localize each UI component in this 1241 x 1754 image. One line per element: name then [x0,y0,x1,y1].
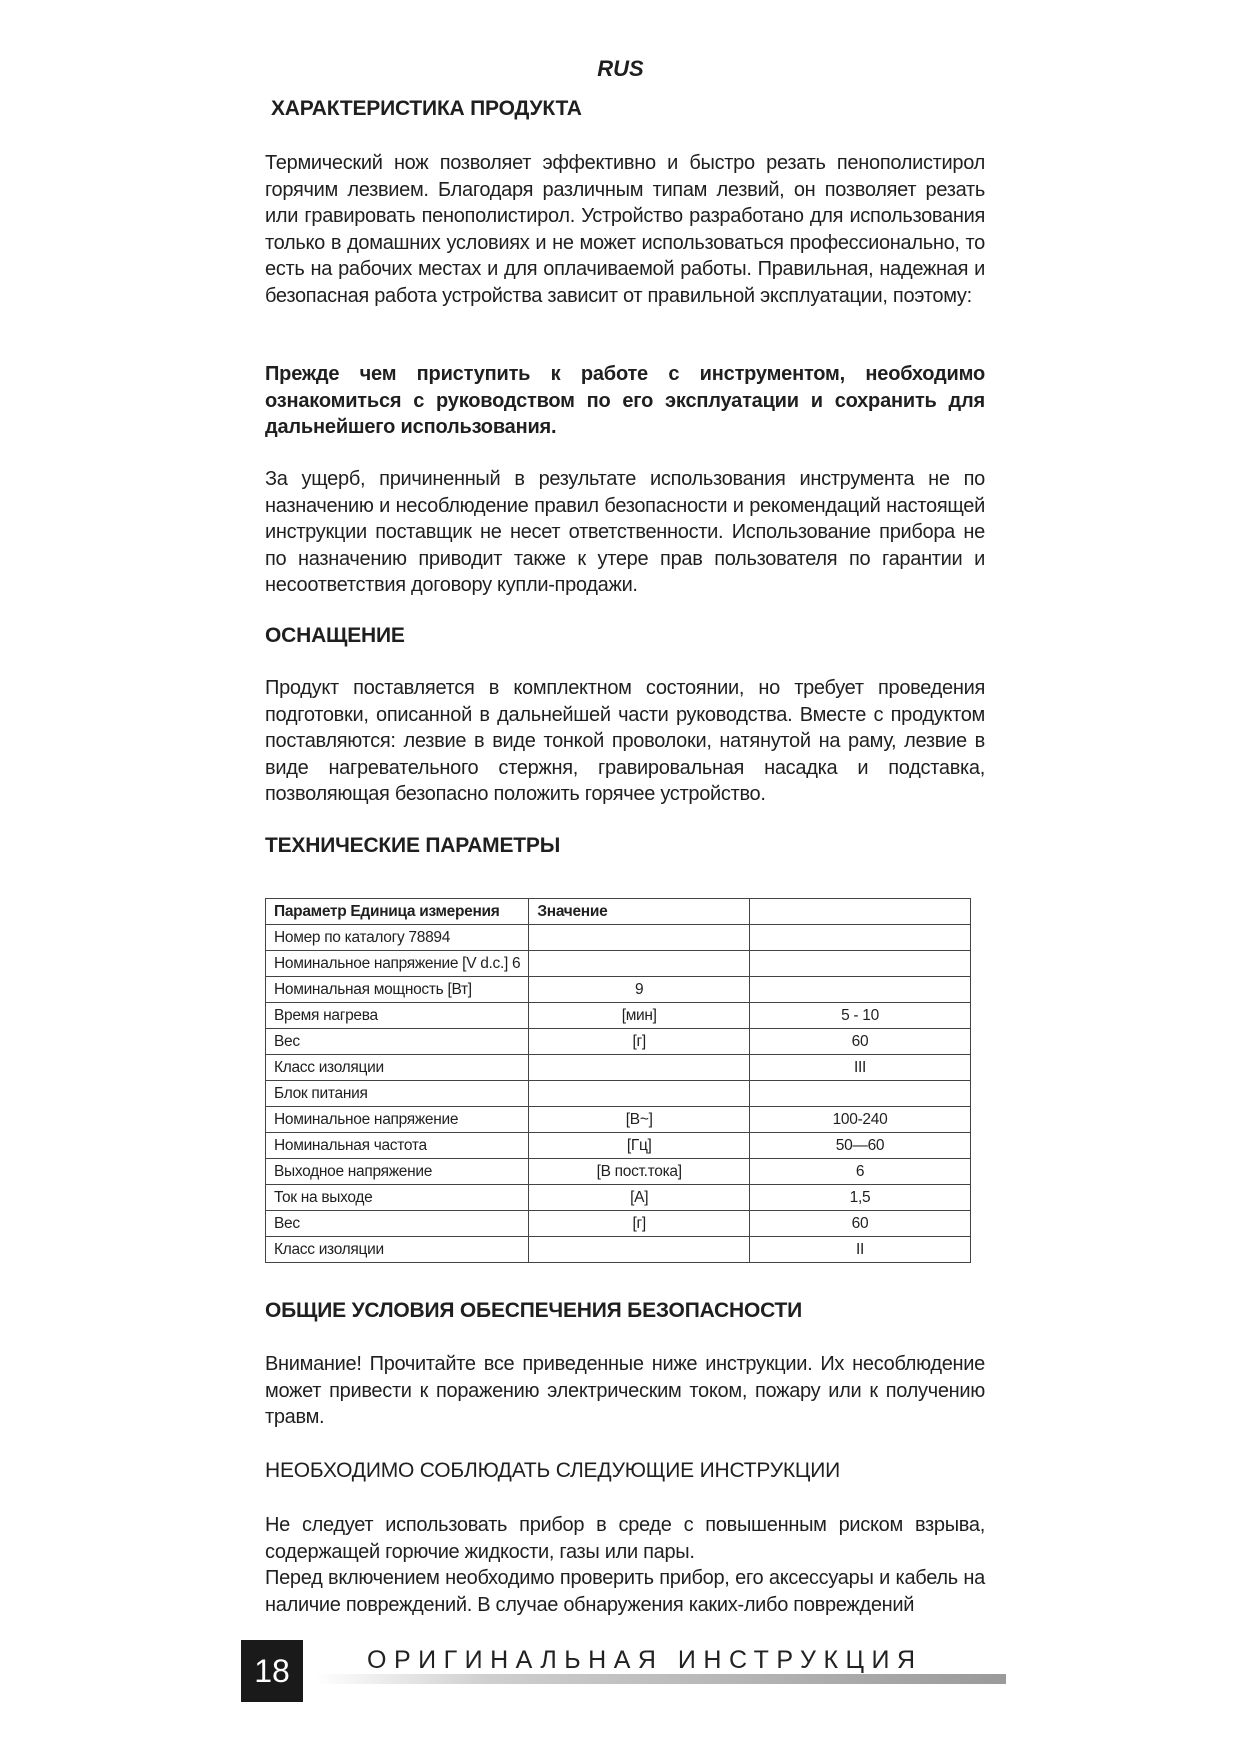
table-header-row [266,899,971,925]
table-row [266,1055,971,1081]
table-cell: [В~] [529,1107,750,1133]
page-number: 18 [241,1640,303,1702]
table-cell [529,1081,750,1107]
table-cell: Номинальная мощность [Вт] [266,977,529,1003]
table-cell: 6 [750,1159,971,1185]
warning-read-manual: Прежде чем приступить к работе с инструментом, необходимо ознакомиться с руководством по его эксплуатации и сохранить для дальнейшего использования. [265,363,985,438]
table-row [266,1081,971,1107]
table-cell: [г] [529,1029,750,1055]
table-row [266,977,971,1003]
table-cell: Номинальное напряжение [V d.c.] 6 [266,951,529,977]
table-cell [750,1081,971,1107]
table-cell: Номинальная частота [266,1133,529,1159]
section-title-equipment: ОСНАЩЕНИЕ [265,624,405,647]
table-cell: [В пост.тока] [529,1159,750,1185]
table-row [266,1185,971,1211]
table-row [266,1211,971,1237]
section-title-specs: ТЕХНИЧЕСКИЕ ПАРАМЕТРЫ [265,834,561,857]
language-code: RUS [597,56,644,81]
table-cell: Класс изоляции [266,1055,529,1081]
table-cell: 60 [750,1029,971,1055]
table-cell: 60 [750,1211,971,1237]
table-cell: Вес [266,1211,529,1237]
table-cell: Ток на выходе [266,1185,529,1211]
table-cell: 100-240 [750,1107,971,1133]
table-cell: Номинальное напряжение [266,1107,529,1133]
footer-gradient-rule [314,1674,1006,1684]
table-cell: 5 - 10 [750,1003,971,1029]
table-header-cell: Параметр Единица измерения [266,899,529,925]
table-cell [750,925,971,951]
safety-warning-paragraph: Внимание! Прочитайте все приведенные ниже инструкции. Их несоблюдение может привести к поражению электрическим током, пожару или к получению травм. [265,1353,985,1428]
table-cell [529,951,750,977]
table-cell [529,1237,750,1263]
table-cell [750,951,971,977]
table-row [266,951,971,977]
table-cell: 50—60 [750,1133,971,1159]
table-row [266,1003,971,1029]
table-row [266,1133,971,1159]
table-row [266,925,971,951]
table-row [266,1159,971,1185]
explosion-risk-paragraph: Не следует использовать прибор в среде с повышенным риском взрыва, содержащей горючие жидкости, газы или пары. [265,1514,985,1563]
table-header-cell [750,899,971,925]
table-cell: 1,5 [750,1185,971,1211]
table-cell [529,1055,750,1081]
table-cell: [г] [529,1211,750,1237]
table-cell: Номер по каталогу 78894 [266,925,529,951]
table-cell: Вес [266,1029,529,1055]
table-header-cell: Значение [529,899,750,925]
instructions-subtitle: НЕОБХОДИМО СОБЛЮДАТЬ СЛЕДУЮЩИЕ ИНСТРУКЦИИ [265,1459,841,1482]
table-row [266,1029,971,1055]
spec-table [265,898,971,1263]
liability-paragraph: За ущерб, причиненный в результате использования инструмента не по назначению и несоблюдение правил безопасности и рекомендаций настоящей инструкции поставщик не несет ответственности. Использование прибора не по назначению приводит также к утере прав пользователя по гарантии и несоответствия договору купли-продажи. [265,468,985,596]
section-title-safety: ОБЩИЕ УСЛОВИЯ ОБЕСПЕЧЕНИЯ БЕЗОПАСНОСТИ [265,1299,803,1322]
table-cell: II [750,1237,971,1263]
table-cell: Класс изоляции [266,1237,529,1263]
section-title-product: ХАРАКТЕРИСТИКА ПРОДУКТА [271,97,582,120]
table-cell [750,977,971,1003]
table-cell: 9 [529,977,750,1003]
table-cell: [мин] [529,1003,750,1029]
equipment-paragraph: Продукт поставляется в комплектном состоянии, но требует проведения подготовки, описанной в дальнейшей части руководства. Вместе с продуктом поставляются: лезвие в виде тонкой проволоки, натянутой на раму, лезвие в виде нагревательного стержня, гравировальная насадка и подставка, позволяющая безопасно положить горячее устройство. [265,677,985,805]
damage-check-paragraph: Перед включением необходимо проверить прибор, его аксессуары и кабель на наличие повреждений. В случае обнаружения каких-либо повреждений [265,1567,985,1616]
table-cell [529,925,750,951]
table-cell: Время нагрева [266,1003,529,1029]
table-cell: [Гц] [529,1133,750,1159]
table-row [266,1107,971,1133]
product-description: Термический нож позволяет эффективно и быстро резать пенополистирол горячим лезвием. Благодаря различным типам лезвий, он позволяет резать или гравировать пенополистирол. Устройство разработано для использования только в домашних условиях и не может использоваться профессионально, то есть на рабочих местах и для оплачиваемой работы. Правильная, надежная и безопасная работа устройства зависит от правильной эксплуатации, поэтому: [265,152,985,307]
table-cell: III [750,1055,971,1081]
footer-title: ОРИГИНАЛЬНАЯ ИНСТРУКЦИЯ [367,1646,923,1674]
table-cell: Блок питания [266,1081,529,1107]
table-row [266,1237,971,1263]
table-cell: Выходное напряжение [266,1159,529,1185]
table-cell: [А] [529,1185,750,1211]
